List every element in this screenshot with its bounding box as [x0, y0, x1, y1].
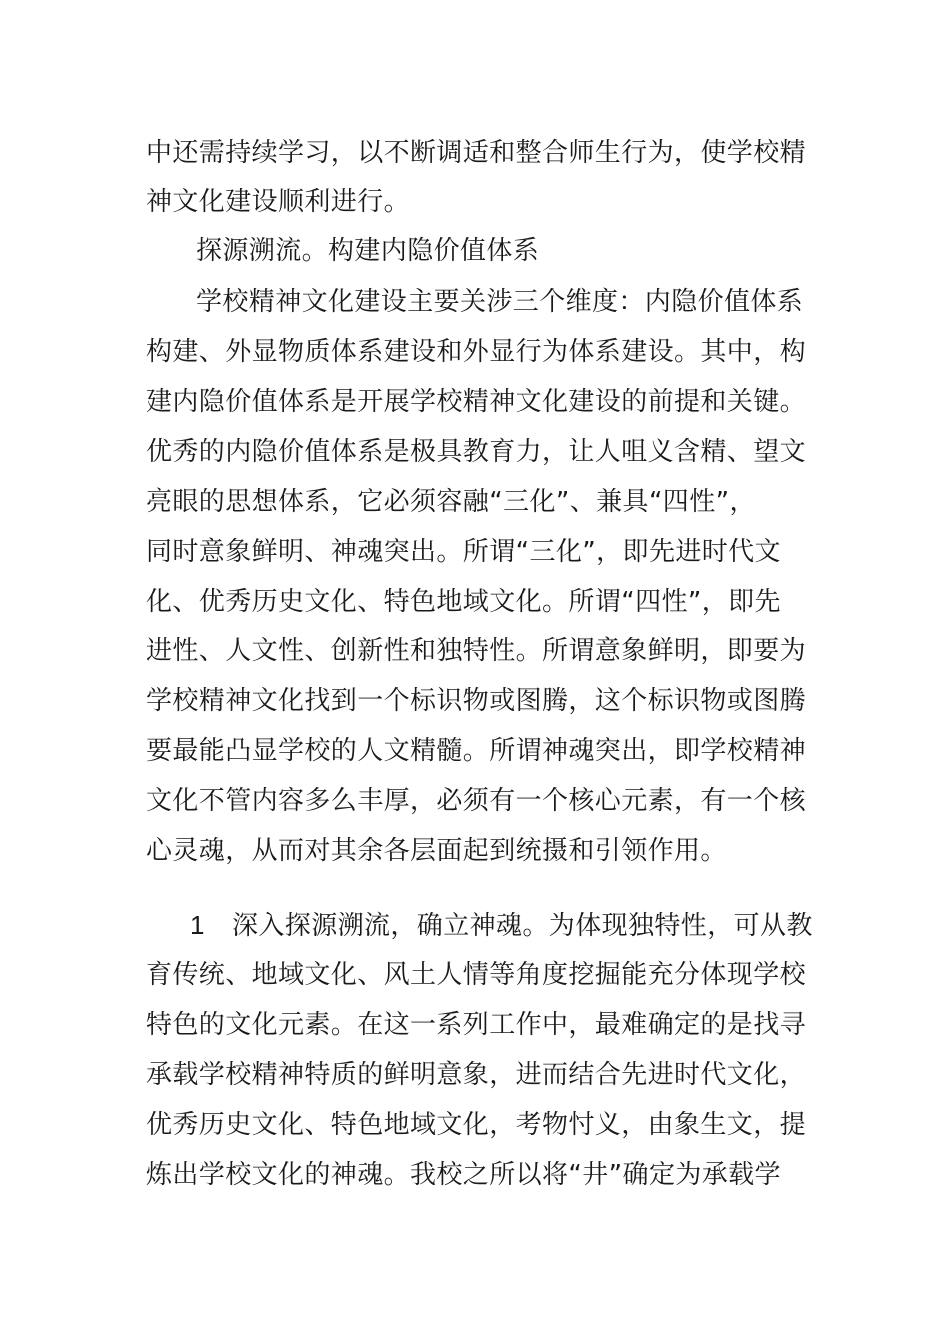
text-line: 承载学校精神特质的鲜明意象，进而结合先进时代文化，	[146, 1060, 807, 1090]
text-line: 文化不管内容多么丰厚，必须有一个核心元素，有一个核	[146, 786, 807, 816]
text-line: 优秀的内隐价值体系是极具教育力，让人咀义含精、望文	[146, 437, 807, 467]
text-line: 亮眼的思想体系，它必须容融“三化”、兼具“四性”，	[146, 487, 756, 517]
text-line: 构建、外显物质体系建设和外显行为体系建设。其中，构	[146, 337, 807, 367]
text-line: 育传统、地域文化、风土人情等角度挖掘能充分体现学校	[146, 960, 807, 990]
text-line: 深入探源溯流，确立神魂。为体现独特性，可从教	[232, 911, 813, 941]
text-line: 要最能凸显学校的人文精髓。所谓神魂突出，即学校精神	[146, 736, 807, 766]
text-line: 优秀历史文化、特色地域文化，考物忖义，由象生文，提	[146, 1110, 807, 1140]
text-line: 化、优秀历史文化、特色地域文化。所谓“四性”，即先	[146, 587, 781, 617]
text-line: 中还需持续学习，以不断调适和整合师生行为，使学校精	[146, 138, 807, 168]
text-line: 心灵魂，从而对其余各层面起到统摄和引领作用。	[146, 836, 727, 866]
text-line: 建内隐价值体系是开展学校精神文化建设的前提和关键。	[146, 387, 807, 417]
paragraph-number: 1	[190, 910, 205, 940]
text-line: 同时意象鲜明、神魂突出。所谓“三化”，即先进时代文	[146, 537, 781, 567]
text-line: 炼出学校文化的神魂。我校之所以将“井”确定为承载学	[146, 1160, 781, 1190]
text-line: 特色的文化元素。在这一系列工作中，最难确定的是找寻	[146, 1010, 807, 1040]
numbered-paragraph-first-line	[190, 908, 813, 942]
text-line: 学校精神文化找到一个标识物或图腾，这个标识物或图腾	[146, 686, 807, 716]
text-line: 学校精神文化建设主要关涉三个维度：内隐价值体系	[196, 287, 804, 317]
text-line: 进性、人文性、创新性和独特性。所谓意象鲜明，即要为	[146, 636, 807, 666]
text-line: 神文化建设顺利进行。	[146, 187, 411, 217]
section-heading: 探源溯流。构建内隐价值体系	[196, 236, 540, 266]
